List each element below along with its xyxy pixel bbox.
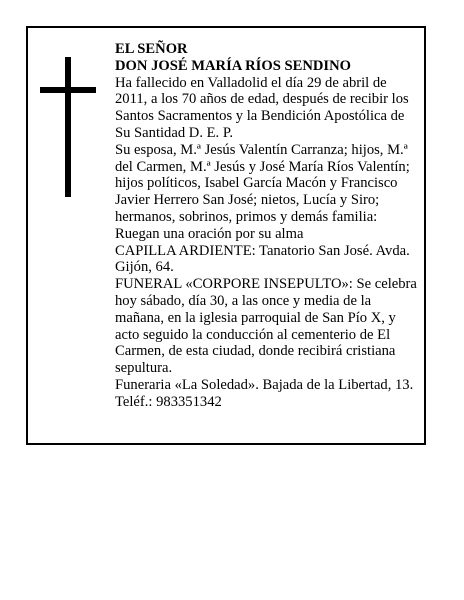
deceased-name: DON JOSÉ MARÍA RÍOS SENDINO [115,57,351,74]
prayer-request: Ruegan una oración por su alma [115,225,304,242]
obituary-notice [26,26,426,445]
notice-body [115,41,422,411]
family-list: Su esposa, M.ª Jesús Valentín Carranza; hijos, M.ª del Carmen, M.ª Jesús y José María Ríos Valentín; hijos políticos, Isabel García Macón y Francisco Javier Herrero San José; nietos, Lucía y Siro; hermanos, sobrinos, primos y demás familia: [115,141,410,225]
cross-icon [40,57,96,197]
cross-horizontal-bar [40,87,96,93]
notice-title-line-1: EL SEÑOR [115,41,188,57]
funeral-home-info: Funeraria «La Soledad». Bajada de la Libertad, 13. Teléf.: 983351342 [115,376,414,410]
chapel-info: CAPILLA ARDIENTE: Tanatorio San José. Avda. Gijón, 64. [115,242,410,276]
cross-vertical-bar [65,57,71,197]
death-announcement: Ha fallecido en Valladolid el día 29 de abril de 2011, a los 70 años de edad, después de recibir los Santos Sacramentos y la Bendición Apostólica de Su Santidad D. E. P. [115,74,409,141]
funeral-info: FUNERAL «CORPORE INSEPULTO»: Se celebra hoy sábado, día 30, a las once y media de la mañana, en la iglesia parroquial de San Pío X, y acto seguido la conducción al cementerio de El Carmen, de esta ciudad, donde recibirá cristiana sepultura. [115,276,417,377]
